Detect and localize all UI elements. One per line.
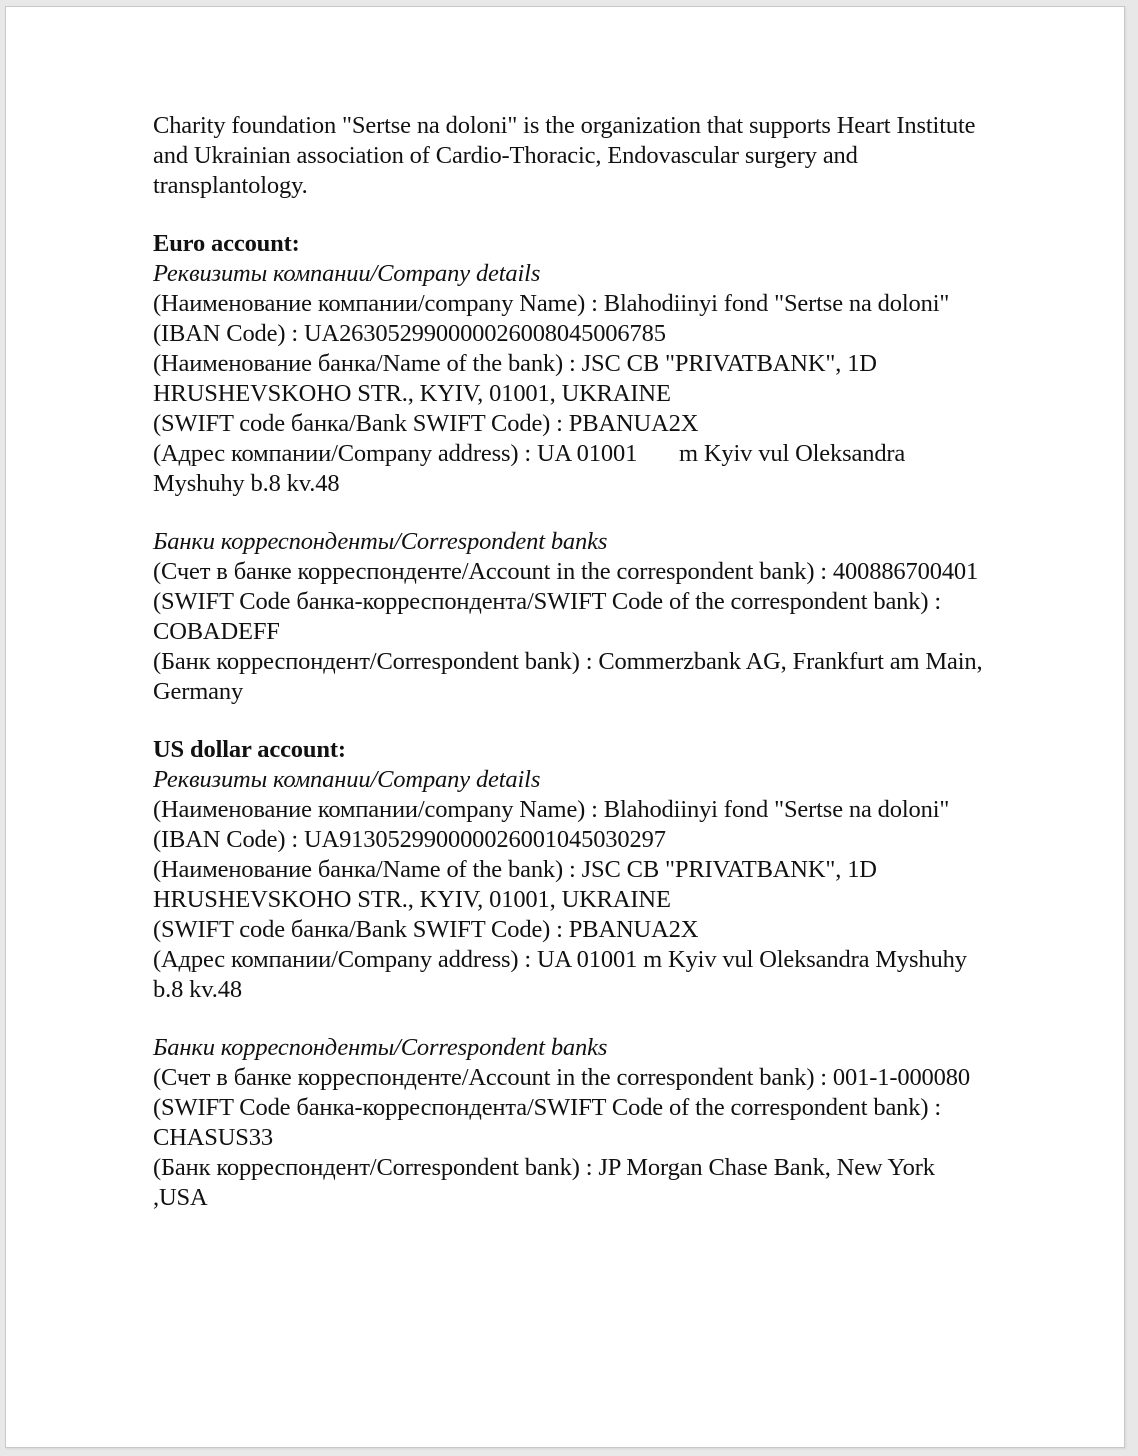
euro-company-details-title: Реквизиты компании/Company details: [153, 260, 541, 287]
usd-account-heading: US dollar account:: [153, 736, 346, 763]
euro-correspondent-account: (Счет в банке корреспонденте/Account in the correspondent bank) : 400886700401: [153, 558, 979, 585]
usd-company-name: (Наименование компании/company Name) : Blahodiinyi fond "Sertse na doloni": [153, 796, 950, 823]
spacer: [153, 1005, 983, 1033]
usd-bank-name: (Наименование банка/Name of the bank) : JSC CB "PRIVATBANK", 1D HRUSHEVSKOHO STR., KYIV, 01001, UKRAINE: [153, 856, 877, 913]
euro-iban: (IBAN Code) : UA263052990000026008045006785: [153, 320, 666, 347]
usd-account-section: [153, 735, 983, 1213]
usd-correspondent-account: (Счет в банке корреспонденте/Account in the correspondent bank) : 001-1-000080: [153, 1064, 970, 1091]
euro-bank-name: (Наименование банка/Name of the bank) : JSC CB "PRIVATBANK", 1D HRUSHEVSKOHO STR., KYIV, 01001, UKRAINE: [153, 350, 877, 407]
usd-iban: (IBAN Code) : UA913052990000026001045030297: [153, 826, 666, 853]
spacer: [153, 707, 983, 735]
document-content: [153, 111, 983, 1213]
usd-correspondent-title: Банки корреспонденты/Correspondent banks: [153, 1034, 608, 1061]
spacer: [153, 499, 983, 527]
euro-correspondent-bank: (Банк корреспондент/Correspondent bank) : Commerzbank AG, Frankfurt am Main, Germany: [153, 648, 983, 705]
euro-company-name: (Наименование компании/company Name) : Blahodiinyi fond "Sertse na doloni": [153, 290, 950, 317]
euro-correspondent-title: Банки корреспонденты/Correspondent banks: [153, 528, 608, 555]
intro-paragraph: Charity foundation "Sertse na doloni" is the organization that supports Heart Institute and Ukrainian association of Cardio-Thoracic, Endovascular surgery and transplantology.: [153, 112, 976, 199]
usd-swift: (SWIFT code банка/Bank SWIFT Code) : PBANUA2X: [153, 916, 699, 943]
usd-correspondent-swift: (SWIFT Code банка-корреспондента/SWIFT Code of the correspondent bank) : CHASUS33: [153, 1094, 942, 1151]
euro-company-address: (Адрес компании/Company address) : UA 01001 m Kyiv vul Oleksandra Myshuhy b.8 kv.48: [153, 440, 906, 497]
euro-account-section: [153, 229, 983, 707]
document-page: [5, 6, 1125, 1448]
spacer: [153, 201, 983, 229]
usd-company-details-title: Реквизиты компании/Company details: [153, 766, 541, 793]
euro-account-heading: Euro account:: [153, 230, 300, 257]
euro-swift: (SWIFT code банка/Bank SWIFT Code) : PBANUA2X: [153, 410, 699, 437]
usd-correspondent-bank: (Банк корреспондент/Correspondent bank) : JP Morgan Chase Bank, New York ,USA: [153, 1154, 935, 1211]
usd-company-address: (Адрес компании/Company address) : UA 01001 m Kyiv vul Oleksandra Myshuhy b.8 kv.48: [153, 946, 967, 1003]
euro-correspondent-swift: (SWIFT Code банка-корреспондента/SWIFT Code of the correspondent bank) : COBADEFF: [153, 588, 942, 645]
